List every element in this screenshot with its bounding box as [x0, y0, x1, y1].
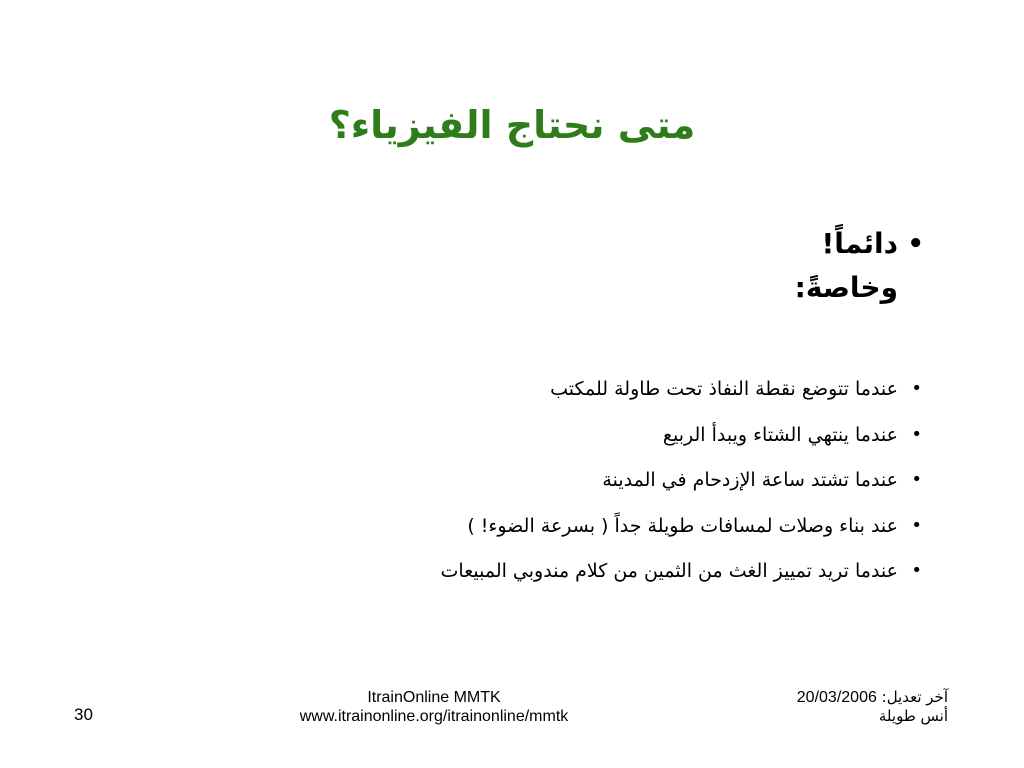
- footer-url: www.itrainonline.org/itrainonline/mmtk: [299, 708, 569, 725]
- footer-right: [797, 688, 948, 726]
- lead-line-always: دائماً!: [821, 227, 898, 260]
- bullet-icon: •: [911, 469, 922, 490]
- list-item-text: عندما ينتهي الشتاء ويبدأ الربيع: [662, 423, 898, 446]
- lead-list: [795, 222, 924, 310]
- lead-item: [795, 222, 924, 310]
- list-item: [441, 469, 924, 491]
- bullet-icon: •: [911, 423, 922, 445]
- modified-label: آخر تعديل:: [881, 688, 948, 706]
- page-number: 30: [74, 705, 93, 724]
- points-list: [441, 378, 924, 606]
- modified-date: 20/03/2006: [796, 689, 877, 706]
- bullet-icon: •: [911, 514, 922, 536]
- list-item-text: عندما تتوضع نقطة النفاذ تحت طاولة للمكتب: [550, 378, 898, 400]
- footer-org-name: ItrainOnline MMTK: [367, 689, 501, 706]
- footer-center: [234, 688, 634, 726]
- bullet-icon: •: [911, 378, 922, 399]
- list-item: [441, 378, 924, 400]
- list-item-text: عندما تريد تمييز الغث من الثمين من كلام مندوبي المبيعات: [440, 560, 898, 582]
- bullet-icon: •: [907, 229, 924, 259]
- footer-author: أنس طويلة: [878, 707, 948, 725]
- list-item: [441, 560, 924, 582]
- slide-title: متى نحتاج الفيزياء؟: [328, 103, 696, 147]
- bullet-icon: •: [911, 560, 922, 581]
- footer-modified: [797, 688, 948, 707]
- list-item: [441, 424, 924, 446]
- list-item-text: عندما تشتد ساعة الإزدحام في المدينة: [602, 469, 898, 491]
- lead-line-especially: وخاصةً:: [794, 271, 898, 304]
- list-item-text: عند بناء وصلات لمسافات طويلة جداً ( بسرعة الضوء! ): [467, 514, 898, 537]
- list-item: [441, 515, 924, 537]
